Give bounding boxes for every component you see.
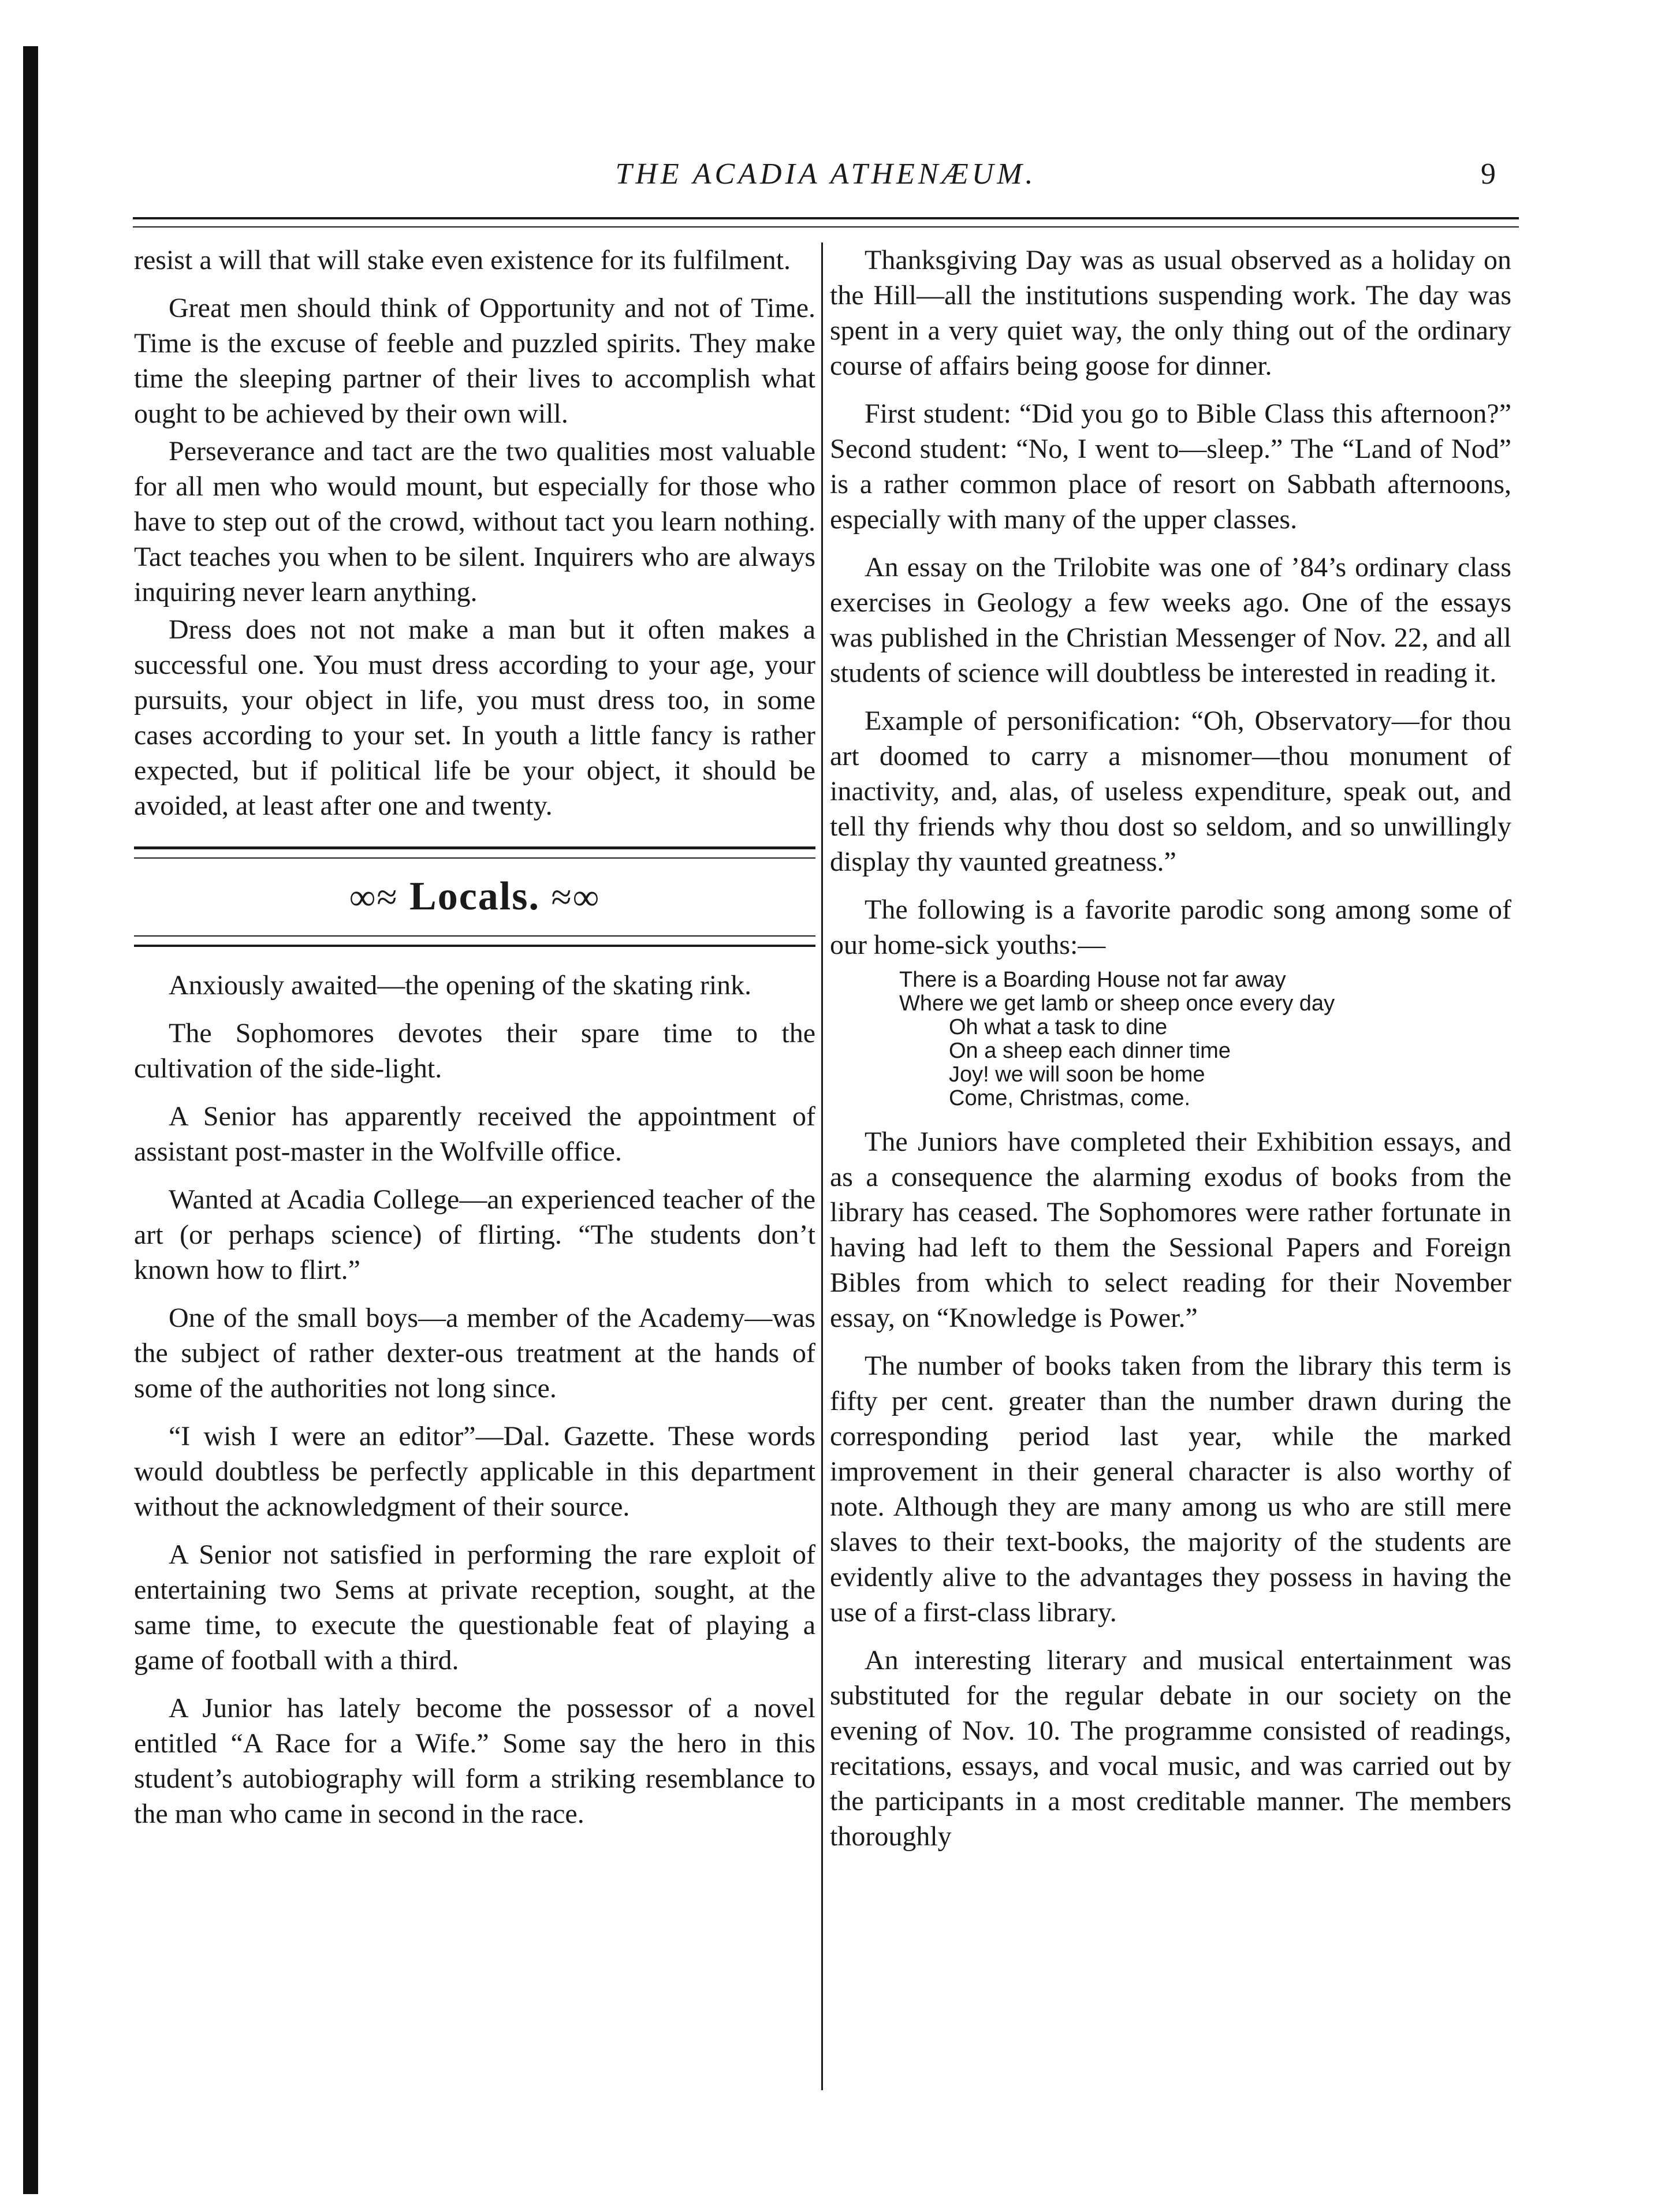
locals-title: Locals.	[409, 874, 540, 919]
locals-heading	[134, 874, 815, 920]
paragraph-dress: Dress does not not make a man but it often makes a successful one. You must dress according to your age, your pursuits, your object in life, you must dress too, in some cases according to your set. In youth a little fancy is rather expected, but if political life be your object, it should be avoided, at least after one and twenty.	[134, 614, 815, 821]
song-line: Oh what a task to dine	[949, 1015, 1168, 1039]
paragraph-song-intro: The following is a favorite parodic song among some of our home-sick youths:—	[830, 894, 1511, 960]
local-item: A Senior has apparently received the appointment of assistant post-master in the Wolfville office.	[134, 1101, 815, 1167]
right-column	[830, 243, 1511, 1867]
local-item: Wanted at Acadia College—an experienced teacher of the art (or perhaps science) of flirting. “The students don’t known how to flirt.”	[134, 1184, 815, 1285]
local-item: One of the small boys—a member of the Academy—was the subject of rather dexter-ous treatment at the hands of some of the authorities not long since.	[134, 1303, 815, 1404]
song-line: There is a Boarding House not far away	[899, 968, 1286, 992]
parody-song	[899, 968, 1511, 1110]
song-line: Come, Christmas, come.	[949, 1086, 1191, 1110]
paragraph-bible-class: First student: “Did you go to Bible Class this afternoon?” Second student: “No, I went to—sleep.” The “Land of Nod” is a rather common place of resort on Sabbath afternoons, especially with many of the upper classes.	[830, 398, 1511, 535]
left-column	[134, 243, 815, 1844]
song-line: Where we get lamb or sheep once every day	[899, 991, 1335, 1016]
flourish-right-icon: ≈∞	[551, 876, 601, 917]
column-divider	[821, 243, 823, 2090]
song-line: Joy! we will soon be home	[949, 1062, 1205, 1087]
local-item: The Sophomores devotes their spare time to the cultivation of the side-light.	[134, 1018, 815, 1084]
paragraph-opportunity: Great men should think of Opportunity and not of Time. Time is the excuse of feeble and puzzled spirits. They make time the sleeping partner of their lives to accomplish what ought to be achieved by their own will.	[134, 293, 815, 429]
paragraph-observatory: Example of personification: “Oh, Observatory—for thou art doomed to carry a misnomer—thou monument of inactivity, and, alas, of useless expenditure, speak out, and tell thy friends why thou dost so seldom, and so unwillingly display thy vaunted greatness.”	[830, 706, 1511, 877]
paragraph-resist: resist a will that will stake even existence for its fulfilment.	[134, 245, 791, 275]
journal-title: THE ACADIA ATHENÆUM.	[615, 158, 1037, 191]
song-line: On a sheep each dinner time	[949, 1039, 1231, 1063]
paragraph-perseverance: Perseverance and tact are the two qualities most valuable for all men who would mount, but especially for those who have to step out of the crowd, without tact you learn nothing. Tact teaches you when to be silent. Inquirers who are always inquiring never learn anything.	[134, 436, 815, 607]
page-header	[133, 151, 1519, 203]
flourish-left-icon: ∞≈	[349, 876, 398, 917]
locals-rule-top	[134, 846, 815, 859]
local-item: A Junior has lately become the possessor of a novel entitled “A Race for a Wife.” Some say the hero in this student’s autobiography will form a striking resemblance to the man who came in second in the race.	[134, 1693, 815, 1829]
local-item: Anxiously awaited—the opening of the skating rink.	[169, 970, 752, 1001]
binding-edge	[23, 46, 38, 2194]
paragraph-entertainment: An interesting literary and musical entertainment was substituted for the regular debate in our society on the evening of Nov. 10. The programme consisted of readings, recitations, essays, and vocal music, and was carried out by the participants in a most creditable manner. The members thoroughly	[830, 1645, 1511, 1852]
paragraph-thanksgiving: Thanksgiving Day was as usual observed as a holiday on the Hill—all the institutions suspending work. The day was spent in a very quiet way, the only thing out of the ordinary course of affairs being goose for dinner.	[830, 245, 1511, 381]
locals-rule-bottom	[134, 935, 815, 947]
paragraph-library: The number of books taken from the library this term is fifty per cent. greater than the number drawn during the corresponding period last year, while the marked improvement in their general character is also worthy of note. Although they are many among us who are still mere slaves to their text-books, the majority of the students are evidently alive to the advantages they possess in having the use of a first-class library.	[830, 1351, 1511, 1628]
local-item: “I wish I were an editor”—Dal. Gazette. These words would doubtless be perfectly applicable in this department without the acknowledgment of their source.	[134, 1421, 815, 1522]
local-item: A Senior not satisfied in performing the rare exploit of entertaining two Sems at private reception, sought, at the same time, to execute the questionable feat of playing a game of football with a third.	[134, 1539, 815, 1676]
page-number: 9	[1481, 158, 1496, 191]
paragraph-juniors: The Juniors have completed their Exhibition essays, and as a consequence the alarming exodus of books from the library has ceased. The Sophomores were rather fortunate in having had left to them the Sessional Papers and Foreign Bibles from which to select reading for their November essay, on “Knowledge is Power.”	[830, 1126, 1511, 1333]
header-rule	[133, 217, 1519, 227]
paragraph-trilobite: An essay on the Trilobite was one of ’84’s ordinary class exercises in Geology a few weeks ago. One of the essays was published in the Christian Messenger of Nov. 22, and all students of science will doubtless be interested in reading it.	[830, 552, 1511, 688]
